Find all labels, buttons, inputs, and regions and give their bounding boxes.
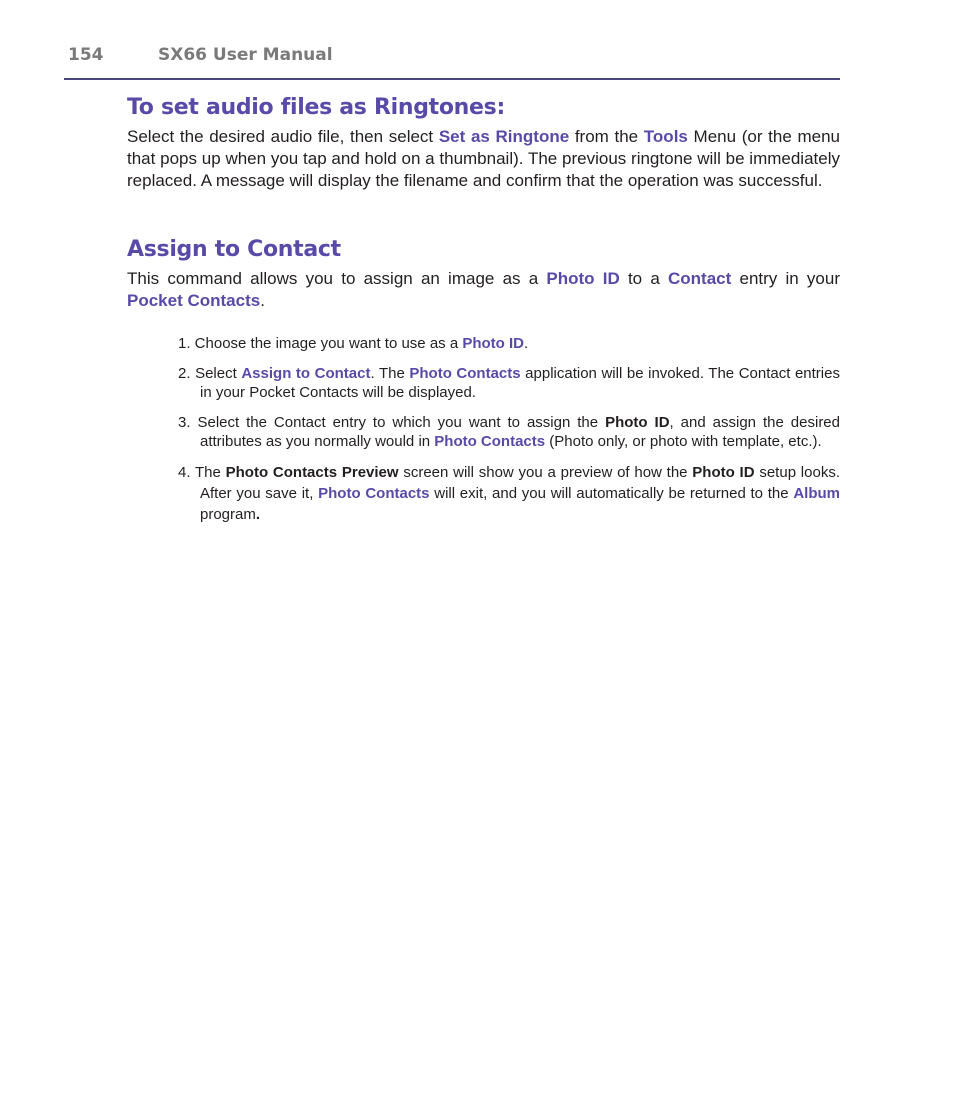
ringtones-section <box>127 95 840 192</box>
pocket-contacts-term: Pocket Contacts <box>127 291 261 310</box>
text-run: 1. Choose the image you want to use as a <box>178 335 463 352</box>
text-run: program <box>200 506 256 523</box>
photo-contacts-term: Photo Contacts <box>409 365 521 382</box>
photo-contacts-term: Photo Contacts <box>434 433 546 450</box>
text-run: . The <box>370 365 410 382</box>
text-run: , and assign the desired attributes as you normally would in <box>200 414 840 450</box>
photo-id-bold: Photo ID <box>692 464 755 481</box>
text-run: will exit, and you will automatically be returned to the <box>429 485 794 502</box>
list-item <box>178 334 840 353</box>
ringtones-heading: To set audio files as Ringtones: <box>127 95 505 120</box>
steps-list <box>127 334 840 525</box>
page-header <box>68 45 333 65</box>
text-run: setup looks. After you save it, <box>200 464 840 502</box>
tools-term: Tools <box>643 127 688 146</box>
text-run: application will be invoked. The Contact entries in your Pocket Contacts will be displayed. <box>200 365 840 401</box>
text-run: . <box>524 335 529 352</box>
contact-term: Contact <box>668 269 732 288</box>
assign-to-contact-term: Assign to Contact <box>241 365 371 382</box>
photo-contacts-term: Photo Contacts <box>318 485 430 502</box>
list-item <box>178 364 840 402</box>
text-run: entry in your <box>731 269 840 288</box>
manual-title: SX66 User Manual <box>158 45 333 65</box>
page-content <box>127 95 840 536</box>
text-run: 3. Select the Contact entry to which you want to assign the <box>178 414 606 431</box>
text-run: This command allows you to assign an image as a <box>127 269 547 288</box>
ringtones-paragraph <box>127 126 840 192</box>
list-item <box>178 413 840 451</box>
text-run: . <box>260 291 265 310</box>
text-run: from the <box>569 127 644 146</box>
photo-id-term: Photo ID <box>546 269 620 288</box>
header-rule <box>64 78 840 80</box>
photo-id-term: Photo ID <box>462 335 524 352</box>
assign-contact-heading: Assign to Contact <box>127 237 341 262</box>
text-run: 2. Select <box>178 365 242 382</box>
list-item <box>178 462 840 525</box>
assign-contact-section <box>127 237 840 525</box>
assign-contact-paragraph <box>127 268 840 312</box>
set-as-ringtone-term: Set as Ringtone <box>438 127 570 146</box>
text-run: Menu (or the menu that pops up when you tap and hold on a thumbnail). The previous ringtone will be immediately replaced. A message will display the filename and confirm that the operation was successful. <box>127 127 840 190</box>
photo-id-bold: Photo ID <box>605 414 670 431</box>
period-bold: . <box>255 506 261 523</box>
text-run: Select the desired audio file, then select <box>127 127 439 146</box>
text-run: (Photo only, or photo with template, etc.). <box>545 433 822 450</box>
text-run: screen will show you a preview of how the <box>398 464 693 481</box>
album-term: Album <box>793 485 840 502</box>
page-number: 154 <box>68 45 104 65</box>
text-run: to a <box>619 269 668 288</box>
text-run: 4. The <box>178 464 226 481</box>
photo-contacts-preview-bold: Photo Contacts Preview <box>225 464 399 481</box>
